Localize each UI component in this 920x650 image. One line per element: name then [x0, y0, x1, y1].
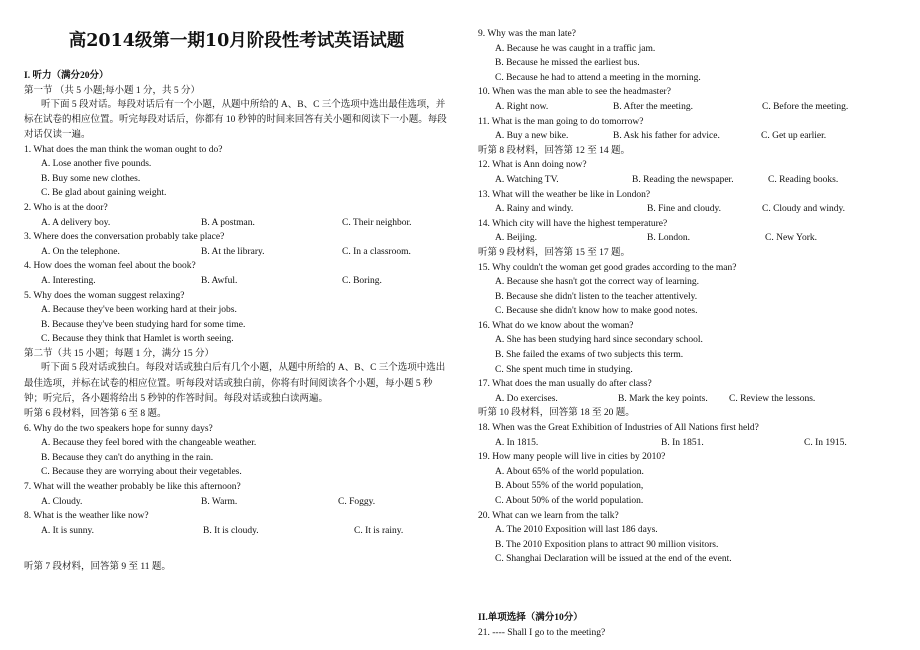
question-16: 16. What do we know about the woman? — [478, 320, 634, 331]
question-2: 2. Who is at the door? — [24, 202, 108, 213]
options-11 — [478, 129, 873, 144]
option-10a: A. Right now. — [495, 101, 549, 112]
options-10 — [478, 100, 873, 115]
option-6a: A. Because they feel bored with the changeable weather. — [41, 438, 257, 449]
option-15b: B. Because she didn't listen to the teacher attentively. — [495, 291, 698, 302]
page-title: 高2014级第一期10月阶段性考试英语试题 — [68, 31, 405, 51]
option-17a: A. Do exercises. — [495, 393, 558, 404]
option-10b: B. After the meeting. — [613, 101, 693, 112]
material-6-note: 听第 6 段材料，回答第 6 至 8 题。 — [24, 409, 167, 420]
question-14: 14. Which city will have the highest temperature? — [478, 218, 668, 229]
option-20c: C. Shanghai Declaration will be issued at the end of the event. — [495, 554, 732, 565]
option-4c: C. Boring. — [342, 275, 382, 286]
option-14c: C. New York. — [765, 233, 817, 244]
question-7: 7. What will the weather probably be like this afternoon? — [24, 482, 241, 493]
options-17 — [478, 392, 873, 407]
material-9-note: 听第 9 段材料，回答第 15 至 17 题。 — [478, 247, 631, 258]
right-column — [478, 27, 873, 640]
question-12: 12. What is Ann doing now? — [478, 160, 587, 171]
option-9c: C. Because he had to attend a meeting in the morning. — [495, 72, 701, 83]
option-3c: C. In a classroom. — [342, 246, 411, 257]
question-19: 19. How many people will live in cities by 2010? — [478, 452, 666, 463]
option-13c: C. Cloudy and windy. — [762, 204, 846, 215]
option-1a: A. Lose another five pounds. — [41, 159, 152, 170]
options-3 — [24, 245, 449, 260]
options-12 — [478, 173, 873, 188]
option-12c: C. Reading books. — [768, 174, 839, 185]
option-17c: C. Review the lessons. — [729, 393, 816, 404]
section-heading-single-choice: II.单项选择（满分10分） — [478, 612, 583, 623]
question-13: 13. What will the weather be like in London? — [478, 189, 651, 200]
option-15a: A. Because she hasn't got the correct way of learning. — [495, 277, 700, 288]
options-7 — [24, 495, 449, 510]
question-9: 9. Why was the man late? — [478, 29, 576, 39]
option-13a: A. Rainy and windy. — [495, 204, 574, 215]
option-5c: C. Because they think that Hamlet is worth seeing. — [41, 334, 234, 345]
question-17: 17. What does the man usually do after class? — [478, 379, 652, 390]
option-13b: B. Fine and cloudy. — [647, 204, 722, 215]
part2-instructions: 听下面 5 段对话或独白。每段对话或独白后有几个小题，从题中所给的 A、B、C 三个选项中选出最佳选项，并标在试卷的相应位置。听每段对话或独白前，你将有时间阅读各个小题，每小题 5 秒钟；听完后，各小题将给出 5 秒钟的作答时间。每段对话或独白读两遍。 — [24, 363, 446, 404]
option-16c: C. She spent much time in studying. — [495, 364, 633, 375]
option-11a: A. Buy a new bike. — [495, 131, 569, 142]
option-12b: B. Reading the newspaper. — [632, 174, 734, 185]
option-10c: C. Before the meeting. — [762, 101, 849, 112]
option-1b: B. Buy some new clothes. — [41, 173, 141, 184]
option-9b: B. Because he missed the earliest bus. — [495, 58, 640, 69]
option-14a: A. Beijing. — [495, 233, 537, 244]
option-19c: C. About 50% of the world population. — [495, 496, 644, 506]
option-14b: B. London. — [647, 233, 691, 244]
option-16b: B. She failed the exams of two subjects this term. — [495, 350, 684, 361]
option-20a: A. The 2010 Exposition will last 186 days. — [495, 525, 658, 536]
option-18a: A. In 1815. — [495, 437, 539, 448]
option-9a: A. Because he was caught in a traffic jam. — [495, 43, 656, 54]
option-3b: B. At the library. — [201, 246, 265, 257]
question-8: 8. What is the weather like now? — [24, 511, 149, 522]
option-7a: A. Cloudy. — [41, 496, 83, 507]
question-6: 6. Why do the two speakers hope for sunny days? — [24, 423, 213, 434]
option-5a: A. Because they've been working hard at their jobs. — [41, 305, 237, 316]
material-8-note: 听第 8 段材料，回答第 12 至 14 题。 — [478, 145, 631, 156]
question-4: 4. How does the woman feel about the book? — [24, 261, 196, 272]
material-7-note: 听第 7 段材料，回答第 9 至 11 题。 — [24, 562, 171, 573]
option-8b: B. It is cloudy. — [203, 525, 259, 536]
option-19b: B. About 55% of the world population, — [495, 481, 644, 492]
option-20b: B. The 2010 Exposition plans to attract 90 million visitors. — [495, 539, 719, 550]
question-1: 1. What does the man think the woman ought to do? — [24, 144, 223, 155]
part1-instructions: 听下面 5 段对话。每段对话后有一个小题，从题中所给的 A、B、C 三个选项中选出最佳选项，并标在试卷的相应位置。听完每段对话后，你都有 10 秒钟的时间来回答有关小题和阅读下一小题。每段对话仅读一遍。 — [24, 100, 447, 140]
part2-heading: 第二节（共 15 小题；每题 1 分，满分 15 分） — [24, 348, 215, 359]
option-6c: C. Because they are worrying about their vegetables. — [41, 467, 242, 478]
option-7b: B. Warm. — [201, 496, 238, 507]
option-19a: A. About 65% of the world population. — [495, 466, 644, 477]
option-11b: B. Ask his father for advice. — [613, 131, 720, 142]
option-16a: A. She has been studying hard since secondary school. — [495, 335, 703, 346]
options-2 — [24, 216, 449, 231]
question-11: 11. What is the man going to do tomorrow? — [478, 116, 644, 127]
option-4a: A. Interesting. — [41, 275, 96, 286]
question-18: 18. When was the Great Exhibition of Industries of All Nations first held? — [478, 423, 759, 434]
question-5: 5. Why does the woman suggest relaxing? — [24, 290, 185, 301]
question-3: 3. Where does the conversation probably take place? — [24, 232, 225, 243]
option-8c: C. It is rainy. — [354, 525, 404, 536]
option-15c: C. Because she didn't know how to make good notes. — [495, 306, 698, 317]
option-4b: B. Awful. — [201, 275, 238, 286]
option-18c: C. In 1915. — [804, 437, 847, 448]
question-20: 20. What can we learn from the talk? — [478, 510, 619, 521]
option-7c: C. Foggy. — [338, 496, 376, 507]
option-12a: A. Watching TV. — [495, 174, 559, 185]
part1-heading: 第一节 （共 5 小题;每小题 1 分，共 5 分） — [24, 85, 201, 96]
question-10: 10. When was the man able to see the headmaster? — [478, 87, 671, 98]
option-2b: B. A postman. — [201, 217, 255, 228]
option-2a: A. A delivery boy. — [41, 217, 111, 228]
option-18b: B. In 1851. — [661, 437, 704, 448]
option-11c: C. Get up earlier. — [761, 131, 827, 142]
option-6b: B. Because they can't do anything in the rain. — [41, 452, 214, 463]
left-column — [24, 0, 449, 575]
question-21: 21. ---- Shall I go to the meeting? — [478, 627, 606, 638]
options-13 — [478, 202, 873, 217]
option-17b: B. Mark the key points. — [618, 393, 708, 404]
option-5b: B. Because they've been studying hard for some time. — [41, 319, 246, 330]
option-2c: C. Their neighbor. — [342, 217, 412, 228]
option-3a: A. On the telephone. — [41, 246, 120, 257]
section-heading-listening: I. 听力（满分20分） — [24, 71, 109, 81]
options-4 — [24, 274, 449, 289]
options-14 — [478, 231, 873, 246]
option-8a: A. It is sunny. — [41, 525, 94, 536]
options-8 — [24, 524, 449, 539]
option-1c: C. Be glad about gaining weight. — [41, 188, 167, 199]
question-15: 15. Why couldn't the woman get good grades according to the man? — [478, 262, 737, 273]
material-10-note: 听第 10 段材料，回答第 18 至 20 题。 — [478, 408, 635, 419]
options-18 — [478, 436, 873, 451]
